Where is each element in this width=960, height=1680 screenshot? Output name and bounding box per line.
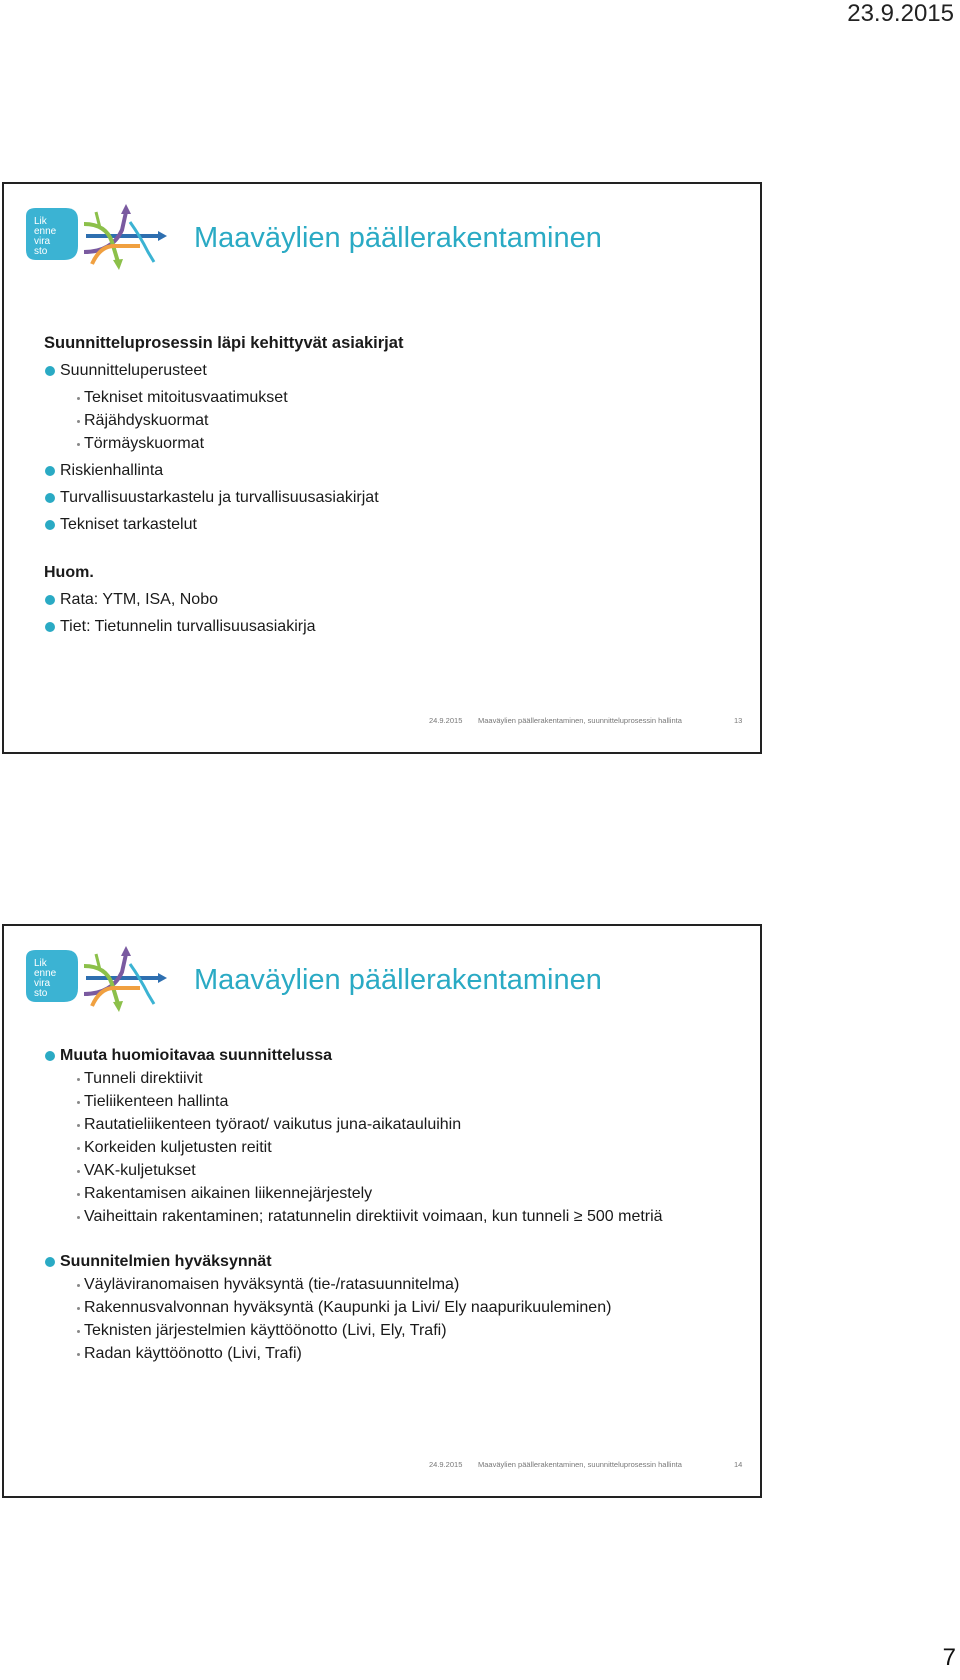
group-heading: Muuta huomioitavaa suunnittelussa	[44, 1046, 740, 1065]
sub-item: Tieliikenteen hallinta	[44, 1092, 740, 1111]
note-item: Tiet: Tietunnelin turvallisuusasiakirja	[44, 617, 740, 636]
footer-date: 24.9.2015	[429, 716, 463, 725]
footer-slide-number: 14	[734, 1460, 743, 1469]
section-heading: Suunnitteluprosessin läpi kehittyvät asiakirjat	[44, 334, 404, 352]
sub-item: Teknisten järjestelmien käyttöönotto (Livi, Ely, Trafi)	[44, 1321, 740, 1340]
liikennevirasto-logo	[22, 202, 172, 276]
footer-text: Maaväylien päällerakentaminen, suunnitteluprosessin hallinta	[478, 1460, 682, 1469]
slide-title: Maaväylien päällerakentaminen	[194, 964, 602, 996]
sub-item: VAK-kuljetukset	[44, 1161, 740, 1180]
svg-text:enne: enne	[34, 226, 57, 237]
page-date: 23.9.2015	[847, 0, 954, 27]
slide-title: Maaväylien päällerakentaminen	[194, 222, 602, 254]
slide-footer	[4, 716, 760, 730]
page-number: 7	[942, 1644, 956, 1671]
slide-content	[44, 334, 740, 644]
bullet-item: Tekniset tarkastelut	[44, 515, 740, 534]
slide-content	[44, 1046, 740, 1367]
svg-text:vira: vira	[34, 978, 51, 989]
sub-item: Vaiheittain rakentaminen; ratatunnelin direktiivit voimaan, kun tunneli ≥ 500 metriä	[44, 1207, 740, 1226]
bullet-item: Suunnitteluperusteet	[44, 361, 740, 380]
sub-item: Korkeiden kuljetusten reitit	[44, 1138, 740, 1157]
sub-item: Radan käyttöönotto (Livi, Trafi)	[44, 1344, 740, 1363]
sub-item: Räjähdyskuormat	[44, 411, 740, 430]
footer-text: Maaväylien päällerakentaminen, suunnitteluprosessin hallinta	[478, 716, 682, 725]
slide-14	[2, 924, 762, 1498]
liikennevirasto-logo	[22, 944, 172, 1018]
sub-item: Rakennusvalvonnan hyväksyntä (Kaupunki ja Livi/ Ely naapurikuuleminen)	[44, 1298, 740, 1317]
bullet-item: Turvallisuustarkastelu ja turvallisuusasiakirjat	[44, 488, 740, 507]
footer-date: 24.9.2015	[429, 1460, 463, 1469]
sub-item: Rautatieliikenteen työraot/ vaikutus juna-aikatauluihin	[44, 1115, 740, 1134]
footer-slide-number: 13	[734, 716, 743, 725]
group-heading: Suunnitelmien hyväksynnät	[44, 1252, 740, 1271]
sub-item: Törmäyskuormat	[44, 434, 740, 453]
svg-text:Lik: Lik	[34, 958, 47, 969]
svg-text:vira: vira	[34, 236, 51, 247]
svg-text:sto: sto	[34, 246, 48, 257]
bullet-item: Riskienhallinta	[44, 461, 740, 480]
note-item: Rata: YTM, ISA, Nobo	[44, 590, 740, 609]
sub-item: Tunneli direktiivit	[44, 1069, 740, 1088]
svg-text:sto: sto	[34, 988, 48, 999]
svg-text:Lik: Lik	[34, 216, 47, 227]
note-heading: Huom.	[44, 564, 94, 581]
sub-item: Tekniset mitoitusvaatimukset	[44, 388, 740, 407]
sub-item: Väyläviranomaisen hyväksyntä (tie-/ratasuunnitelma)	[44, 1275, 740, 1294]
slide-13	[2, 182, 762, 754]
slide-footer	[4, 1460, 760, 1474]
svg-text:enne: enne	[34, 968, 57, 979]
sub-item: Rakentamisen aikainen liikennejärjestely	[44, 1184, 740, 1203]
